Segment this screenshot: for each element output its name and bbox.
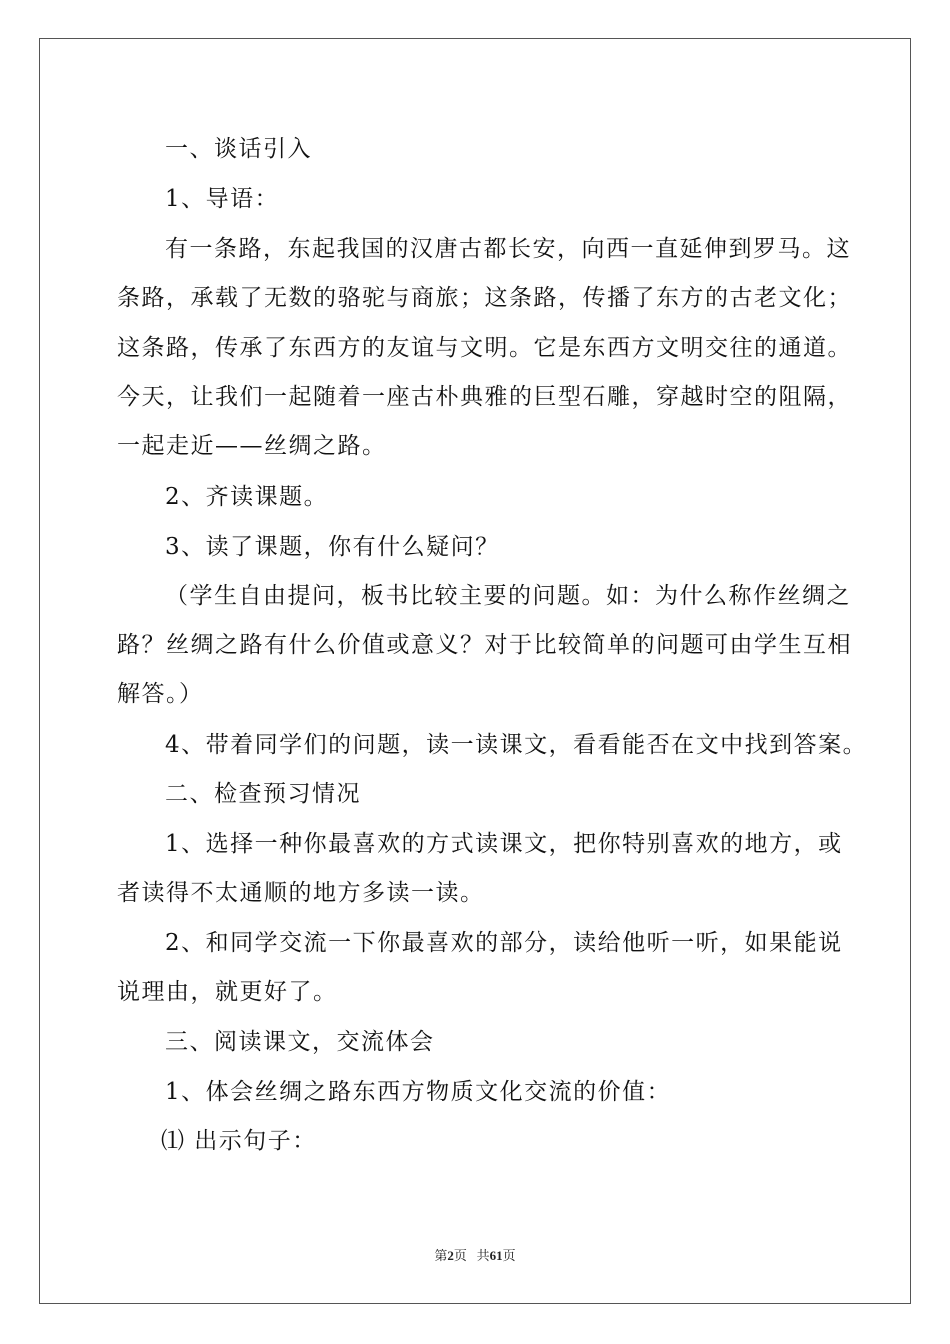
paragraph-line: 解答。） (117, 681, 204, 707)
paragraph-line: 条路，承载了无数的骆驼与商旅；这条路，传播了东方的古老文化； (117, 285, 852, 311)
paragraph-line: ⑴ 出示句子： (161, 1128, 317, 1154)
paragraph-line: 路？丝绸之路有什么价值或意义？对于比较简单的问题可由学生互相 (117, 632, 852, 658)
paragraph-line: 2、和同学交流一下你最喜欢的部分，读给他听一听，如果能说 (165, 930, 843, 956)
paragraph-line: （学生自由提问，板书比较主要的问题。如：为什么称作丝绸之 (165, 583, 851, 609)
page-footer (0, 1245, 950, 1264)
page-border (39, 38, 911, 1304)
section-heading-2: 二、检查预习情况 (165, 781, 361, 807)
paragraph-line: 这条路，传承了东西方的友谊与文明。它是东西方文明交往的通道。 (117, 335, 852, 361)
page-total: 61 (489, 1248, 503, 1263)
total-suffix: 页 (502, 1248, 516, 1263)
total-prefix: 共 (476, 1248, 490, 1263)
paragraph-line: 有一条路，东起我国的汉唐古都长安，向西一直延伸到罗马。这 (165, 236, 851, 262)
page-prefix: 第 (434, 1248, 448, 1263)
paragraph-line: 3、读了课题，你有什么疑问？ (165, 534, 500, 560)
paragraph-line: 说理由，就更好了。 (117, 979, 338, 1005)
page-current: 2 (447, 1248, 454, 1263)
paragraph-line: 1、导语： (165, 186, 280, 212)
paragraph-line: 1、体会丝绸之路东西方物质文化交流的价值： (165, 1079, 672, 1105)
section-heading-3: 三、阅读课文，交流体会 (165, 1029, 435, 1055)
paragraph-line: 今天，让我们一起随着一座古朴典雅的巨型石雕，穿越时空的阻隔， (117, 384, 852, 410)
paragraph-line: 者读得不太通顺的地方多读一读。 (117, 880, 485, 906)
paragraph-line: 2、齐读课题。 (165, 484, 329, 510)
paragraph-line: 4、带着同学们的问题，读一读课文，看看能否在文中找到答案。 (165, 732, 868, 758)
page-suffix: 页 (453, 1248, 467, 1263)
paragraph-line: 1、选择一种你最喜欢的方式读课文，把你特别喜欢的地方，或 (165, 831, 843, 857)
section-heading-1: 一、谈话引入 (165, 136, 312, 162)
paragraph-line: 一起走近——丝绸之路。 (117, 433, 387, 459)
